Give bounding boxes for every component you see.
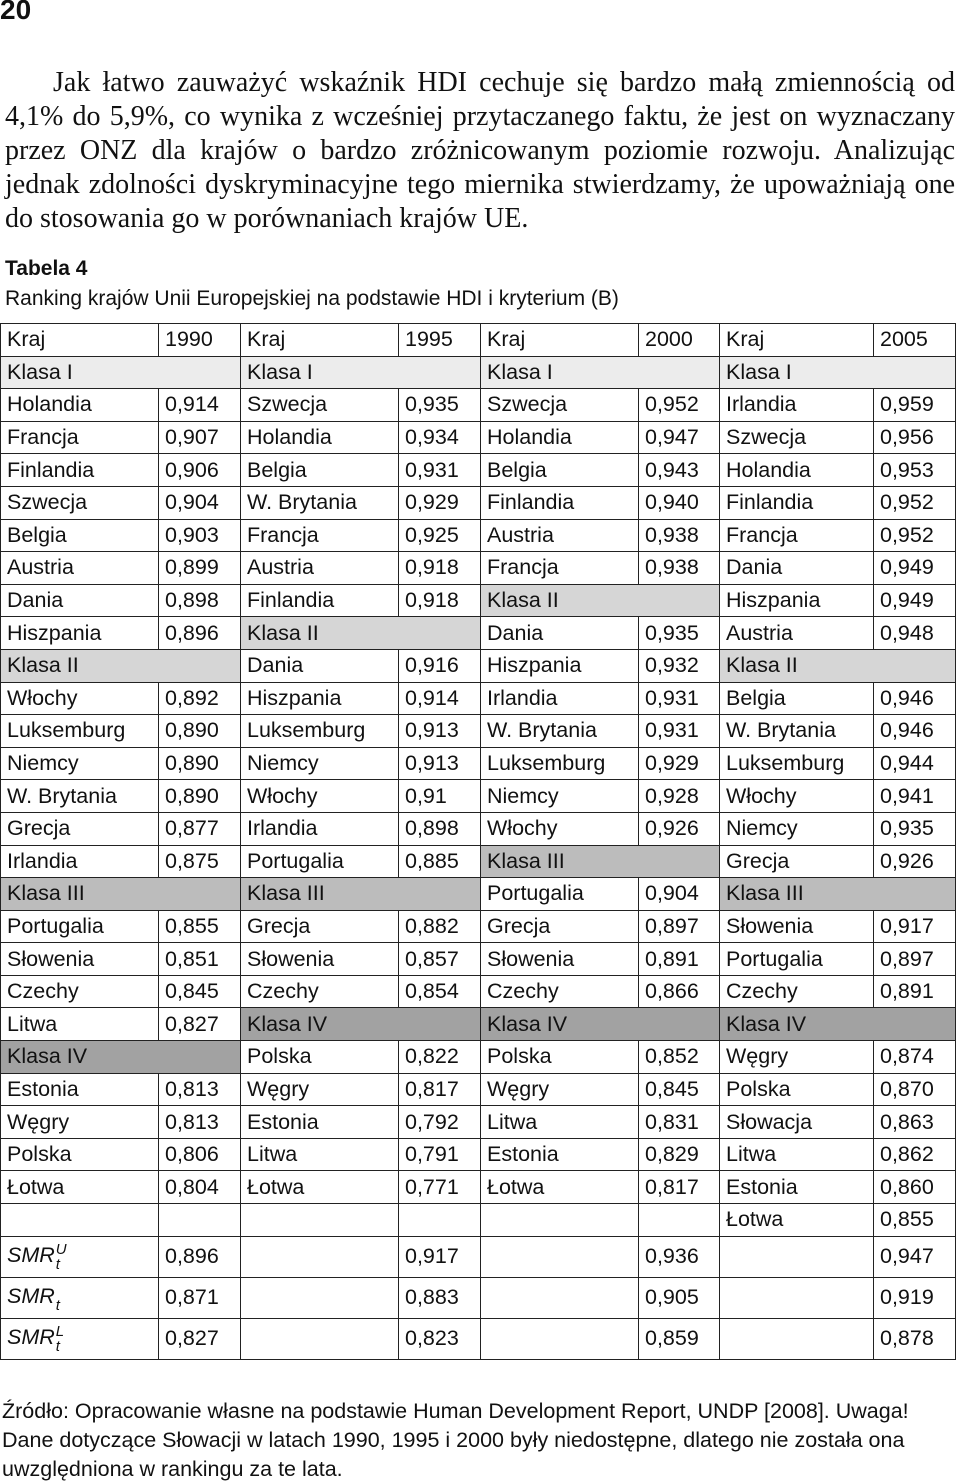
hdi-value-cell: 0,892 xyxy=(159,682,241,715)
country-cell xyxy=(481,1204,639,1237)
hdi-value-cell: 0,899 xyxy=(159,552,241,585)
hdi-value-cell: 0,935 xyxy=(399,389,481,422)
country-cell: Belgia xyxy=(720,682,874,715)
smr-superscript xyxy=(56,1283,60,1298)
smr-value-cell: 0,917 xyxy=(399,1236,481,1277)
hdi-value-cell: 0,870 xyxy=(874,1073,956,1106)
hdi-value-cell: 0,890 xyxy=(159,747,241,780)
hdi-value-cell: 0,806 xyxy=(159,1138,241,1171)
table-row xyxy=(1,682,956,715)
class-label-cell: Klasa IV xyxy=(720,1008,874,1041)
header-country-2000: Kraj xyxy=(481,324,639,357)
hdi-value-cell: 0,932 xyxy=(639,649,720,682)
class-label-cell: Klasa IV xyxy=(1,1041,159,1074)
table-row xyxy=(1,943,956,976)
country-cell: Francja xyxy=(481,552,639,585)
hdi-value-cell: 0,907 xyxy=(159,421,241,454)
hdi-value-cell: 0,898 xyxy=(399,812,481,845)
smr-superscript: U xyxy=(55,1240,67,1258)
hdi-value-cell: 0,862 xyxy=(874,1138,956,1171)
hdi-value-cell xyxy=(159,649,241,682)
country-cell: Irlandia xyxy=(241,812,399,845)
hdi-value-cell: 0,944 xyxy=(874,747,956,780)
hdi-value-cell: 0,946 xyxy=(874,715,956,748)
hdi-value-cell: 0,926 xyxy=(639,812,720,845)
hdi-value-cell xyxy=(159,878,241,911)
country-cell: Hiszpania xyxy=(1,617,159,650)
country-cell: Dania xyxy=(1,584,159,617)
hdi-value-cell xyxy=(639,1204,720,1237)
table-row xyxy=(1,780,956,813)
country-cell: Dania xyxy=(241,649,399,682)
hdi-value-cell: 0,845 xyxy=(639,1073,720,1106)
country-cell: W. Brytania xyxy=(241,486,399,519)
hdi-value-cell: 0,903 xyxy=(159,519,241,552)
smr-symbol xyxy=(7,1240,67,1273)
hdi-ranking-table xyxy=(0,323,956,1360)
smr-label-cell xyxy=(481,1236,639,1277)
hdi-value-cell xyxy=(874,649,956,682)
country-cell: Węgry xyxy=(241,1073,399,1106)
country-cell: W. Brytania xyxy=(720,715,874,748)
table-row xyxy=(1,421,956,454)
hdi-value-cell xyxy=(639,1008,720,1041)
country-cell: Szwecja xyxy=(720,421,874,454)
hdi-value-cell: 0,829 xyxy=(639,1138,720,1171)
smr-value-cell: 0,823 xyxy=(399,1318,481,1359)
hdi-value-cell: 0,938 xyxy=(639,519,720,552)
hdi-value-cell: 0,874 xyxy=(874,1041,956,1074)
class-label-cell: Klasa III xyxy=(1,878,159,911)
table-row xyxy=(1,878,956,911)
class-label-cell: Klasa I xyxy=(720,356,874,389)
country-cell: Łotwa xyxy=(1,1171,159,1204)
country-cell: Estonia xyxy=(1,1073,159,1106)
country-cell: Irlandia xyxy=(720,389,874,422)
country-cell: Niemcy xyxy=(720,812,874,845)
hdi-value-cell xyxy=(399,617,481,650)
table-row xyxy=(1,812,956,845)
country-cell: Niemcy xyxy=(1,747,159,780)
hdi-value-cell xyxy=(399,1008,481,1041)
hdi-value-cell: 0,831 xyxy=(639,1106,720,1139)
hdi-value-cell xyxy=(639,584,720,617)
table-row xyxy=(1,389,956,422)
hdi-value-cell: 0,813 xyxy=(159,1106,241,1139)
table-row xyxy=(1,845,956,878)
smr-subscript: t xyxy=(55,1255,60,1273)
smr-label-cell xyxy=(720,1318,874,1359)
table-row xyxy=(1,454,956,487)
table-row xyxy=(1,1008,956,1041)
country-cell: Irlandia xyxy=(1,845,159,878)
table-row xyxy=(1,1106,956,1139)
country-cell: Łotwa xyxy=(241,1171,399,1204)
smr-summary-rows xyxy=(1,1236,956,1359)
smr-subscript: t xyxy=(55,1337,60,1355)
table-header-row xyxy=(1,324,956,357)
table-row xyxy=(1,715,956,748)
smr-label-cell xyxy=(241,1318,399,1359)
table-row xyxy=(1,519,956,552)
table-row xyxy=(1,747,956,780)
class-label-cell: Klasa II xyxy=(241,617,399,650)
class-label-cell: Klasa III xyxy=(481,845,639,878)
header-country-2005: Kraj xyxy=(720,324,874,357)
table-row xyxy=(1,910,956,943)
table-row xyxy=(1,975,956,1008)
country-cell: Słowenia xyxy=(720,910,874,943)
country-cell: Portugalia xyxy=(481,878,639,911)
class-label-cell: Klasa III xyxy=(720,878,874,911)
smr-value-cell: 0,947 xyxy=(874,1236,956,1277)
hdi-value-cell: 0,906 xyxy=(159,454,241,487)
class-label-cell: Klasa I xyxy=(241,356,399,389)
country-cell: Litwa xyxy=(1,1008,159,1041)
hdi-value-cell: 0,918 xyxy=(399,552,481,585)
country-cell: Austria xyxy=(241,552,399,585)
hdi-value-cell: 0,943 xyxy=(639,454,720,487)
hdi-value-cell xyxy=(159,356,241,389)
hdi-value-cell: 0,791 xyxy=(399,1138,481,1171)
smr-label-cell xyxy=(481,1318,639,1359)
country-cell: Grecja xyxy=(720,845,874,878)
country-cell: Francja xyxy=(720,519,874,552)
hdi-value-cell: 0,928 xyxy=(639,780,720,813)
header-country-1995: Kraj xyxy=(241,324,399,357)
country-cell: Niemcy xyxy=(241,747,399,780)
source-note: Źródło: Opracowanie własne na podstawie Human Development Report, UNDP [2008]. Uwaga! Dane dotyczące Słowacji w latach 1990, 1995 i 2000 były niedostępne, dlatego nie została ona uwzględniona w rankingu za te lata. xyxy=(2,1399,909,1481)
country-cell: Szwecja xyxy=(241,389,399,422)
header-year-2005: 2005 xyxy=(874,324,956,357)
table-row xyxy=(1,1171,956,1204)
hdi-value-cell: 0,813 xyxy=(159,1073,241,1106)
smr-label-cell xyxy=(481,1277,639,1318)
smr-row xyxy=(1,1277,956,1318)
class-label-cell: Klasa II xyxy=(481,584,639,617)
class-label-cell: Klasa IV xyxy=(241,1008,399,1041)
hdi-value-cell: 0,956 xyxy=(874,421,956,454)
hdi-value-cell: 0,931 xyxy=(639,715,720,748)
country-cell: Hiszpania xyxy=(241,682,399,715)
country-cell: Belgia xyxy=(1,519,159,552)
hdi-value-cell: 0,914 xyxy=(159,389,241,422)
table-row xyxy=(1,1204,956,1237)
table-row xyxy=(1,356,956,389)
hdi-value-cell: 0,952 xyxy=(639,389,720,422)
table-body xyxy=(1,356,956,1236)
hdi-value-cell xyxy=(399,1204,481,1237)
country-cell: Luksemburg xyxy=(241,715,399,748)
hdi-value-cell: 0,947 xyxy=(639,421,720,454)
smr-label-cell xyxy=(720,1277,874,1318)
country-cell: Finlandia xyxy=(1,454,159,487)
smr-symbol-base: SMR xyxy=(7,1284,55,1309)
hdi-value-cell: 0,940 xyxy=(639,486,720,519)
hdi-value-cell xyxy=(639,356,720,389)
country-cell: Holandia xyxy=(1,389,159,422)
country-cell: Belgia xyxy=(241,454,399,487)
hdi-value-cell: 0,890 xyxy=(159,780,241,813)
country-cell: Holandia xyxy=(481,421,639,454)
header-year-1990: 1990 xyxy=(159,324,241,357)
smr-symbol xyxy=(7,1284,60,1314)
country-cell: Finlandia xyxy=(720,486,874,519)
table-row xyxy=(1,1138,956,1171)
country-cell: Litwa xyxy=(481,1106,639,1139)
country-cell: Polska xyxy=(1,1138,159,1171)
country-cell: Węgry xyxy=(1,1106,159,1139)
country-cell: Słowacja xyxy=(720,1106,874,1139)
hdi-value-cell: 0,863 xyxy=(874,1106,956,1139)
country-cell: W. Brytania xyxy=(1,780,159,813)
smr-value-cell: 0,827 xyxy=(159,1318,241,1359)
page-number: 20 xyxy=(0,0,32,25)
hdi-value-cell: 0,934 xyxy=(399,421,481,454)
smr-symbol xyxy=(7,1322,65,1355)
table-row xyxy=(1,486,956,519)
hdi-value-cell xyxy=(874,1008,956,1041)
hdi-value-cell: 0,851 xyxy=(159,943,241,976)
smr-subscript: t xyxy=(55,1296,60,1314)
hdi-value-cell: 0,896 xyxy=(159,617,241,650)
smr-label-cell xyxy=(1,1277,159,1318)
country-cell: Austria xyxy=(1,552,159,585)
table-label: Tabela 4 xyxy=(5,257,88,280)
header-year-2000: 2000 xyxy=(639,324,720,357)
country-cell: Węgry xyxy=(481,1073,639,1106)
country-cell xyxy=(241,1204,399,1237)
country-cell: Łotwa xyxy=(481,1171,639,1204)
country-cell: Luksemburg xyxy=(1,715,159,748)
hdi-value-cell: 0,917 xyxy=(874,910,956,943)
country-cell: W. Brytania xyxy=(481,715,639,748)
country-cell: Dania xyxy=(720,552,874,585)
smr-label-cell xyxy=(1,1236,159,1277)
country-cell: Słowenia xyxy=(241,943,399,976)
hdi-value-cell: 0,792 xyxy=(399,1106,481,1139)
smr-label-cell xyxy=(1,1318,159,1359)
country-cell: Francja xyxy=(241,519,399,552)
hdi-value-cell: 0,929 xyxy=(639,747,720,780)
smr-row xyxy=(1,1236,956,1277)
country-cell: Hiszpania xyxy=(481,649,639,682)
hdi-value-cell xyxy=(159,1041,241,1074)
hdi-value-cell xyxy=(874,356,956,389)
country-cell: Litwa xyxy=(720,1138,874,1171)
country-cell: Polska xyxy=(720,1073,874,1106)
country-cell: Portugalia xyxy=(720,943,874,976)
hdi-value-cell xyxy=(874,878,956,911)
country-cell: Polska xyxy=(481,1041,639,1074)
country-cell: Grecja xyxy=(481,910,639,943)
hdi-value-cell: 0,897 xyxy=(874,943,956,976)
country-cell: Niemcy xyxy=(481,780,639,813)
table-row xyxy=(1,1073,956,1106)
country-cell: Dania xyxy=(481,617,639,650)
hdi-value-cell: 0,904 xyxy=(639,878,720,911)
country-cell: Estonia xyxy=(481,1138,639,1171)
hdi-value-cell: 0,817 xyxy=(399,1073,481,1106)
header-country-1990: Kraj xyxy=(1,324,159,357)
hdi-value-cell: 0,855 xyxy=(874,1204,956,1237)
hdi-value-cell: 0,827 xyxy=(159,1008,241,1041)
smr-value-cell: 0,878 xyxy=(874,1318,956,1359)
hdi-value-cell xyxy=(639,845,720,878)
hdi-value-cell: 0,918 xyxy=(399,584,481,617)
country-cell: Estonia xyxy=(241,1106,399,1139)
country-cell: Austria xyxy=(481,519,639,552)
country-cell: Włochy xyxy=(241,780,399,813)
table-caption: Ranking krajów Unii Europejskiej na podstawie HDI i kryterium (B) xyxy=(5,287,619,310)
country-cell: Czechy xyxy=(481,975,639,1008)
hdi-value-cell: 0,914 xyxy=(399,682,481,715)
hdi-value-cell: 0,913 xyxy=(399,715,481,748)
smr-label-cell xyxy=(241,1277,399,1318)
hdi-value-cell: 0,953 xyxy=(874,454,956,487)
class-label-cell: Klasa I xyxy=(481,356,639,389)
hdi-value-cell xyxy=(399,878,481,911)
country-cell: Włochy xyxy=(481,812,639,845)
hdi-value-cell: 0,877 xyxy=(159,812,241,845)
hdi-value-cell xyxy=(159,1204,241,1237)
smr-label-cell xyxy=(720,1236,874,1277)
hdi-value-cell: 0,891 xyxy=(639,943,720,976)
country-cell: Hiszpania xyxy=(720,584,874,617)
smr-value-cell: 0,936 xyxy=(639,1236,720,1277)
smr-value-cell: 0,919 xyxy=(874,1277,956,1318)
hdi-value-cell: 0,882 xyxy=(399,910,481,943)
hdi-value-cell: 0,771 xyxy=(399,1171,481,1204)
class-label-cell: Klasa II xyxy=(1,649,159,682)
country-cell: Luksemburg xyxy=(481,747,639,780)
hdi-value-cell: 0,804 xyxy=(159,1171,241,1204)
class-label-cell: Klasa IV xyxy=(481,1008,639,1041)
body-paragraph: Jak łatwo zauważyć wskaźnik HDI cechuje się bardzo małą zmiennością od 4,1% do 5,9%, co wynika z wcześniej przytaczanego faktu, że jest on wyznaczany przez ONZ dla krajów o bardzo zróżnicowanym poziomie rozwoju. Analizując jednak zdolności dyskryminacyjne tego miernika stwierdzamy, że upoważniają one do stosowania go w porównaniach krajów UE. xyxy=(5,67,955,234)
hdi-value-cell: 0,935 xyxy=(874,812,956,845)
hdi-value-cell: 0,890 xyxy=(159,715,241,748)
hdi-value-cell: 0,855 xyxy=(159,910,241,943)
hdi-value-cell: 0,852 xyxy=(639,1041,720,1074)
hdi-value-cell: 0,949 xyxy=(874,584,956,617)
hdi-value-cell: 0,916 xyxy=(399,649,481,682)
hdi-value-cell: 0,931 xyxy=(639,682,720,715)
hdi-value-cell: 0,866 xyxy=(639,975,720,1008)
country-cell: Finlandia xyxy=(481,486,639,519)
smr-value-cell: 0,883 xyxy=(399,1277,481,1318)
country-cell: Belgia xyxy=(481,454,639,487)
hdi-value-cell: 0,931 xyxy=(399,454,481,487)
country-cell: Słowenia xyxy=(481,943,639,976)
smr-value-cell: 0,905 xyxy=(639,1277,720,1318)
class-label-cell: Klasa III xyxy=(241,878,399,911)
country-cell: Luksemburg xyxy=(720,747,874,780)
hdi-value-cell: 0,875 xyxy=(159,845,241,878)
hdi-value-cell: 0,929 xyxy=(399,486,481,519)
hdi-value-cell: 0,952 xyxy=(874,519,956,552)
hdi-value-cell: 0,885 xyxy=(399,845,481,878)
hdi-value-cell: 0,913 xyxy=(399,747,481,780)
smr-value-cell: 0,871 xyxy=(159,1277,241,1318)
header-year-1995: 1995 xyxy=(399,324,481,357)
hdi-value-cell: 0,857 xyxy=(399,943,481,976)
hdi-value-cell: 0,854 xyxy=(399,975,481,1008)
country-cell: Holandia xyxy=(241,421,399,454)
hdi-value-cell: 0,949 xyxy=(874,552,956,585)
country-cell: Łotwa xyxy=(720,1204,874,1237)
hdi-value-cell: 0,891 xyxy=(874,975,956,1008)
country-cell: Szwecja xyxy=(481,389,639,422)
table-row xyxy=(1,552,956,585)
country-cell: Polska xyxy=(241,1041,399,1074)
hdi-value-cell xyxy=(399,356,481,389)
smr-row xyxy=(1,1318,956,1359)
country-cell: Węgry xyxy=(720,1041,874,1074)
table-row xyxy=(1,1041,956,1074)
hdi-value-cell: 0,948 xyxy=(874,617,956,650)
smr-symbol-base: SMR xyxy=(7,1243,55,1268)
country-cell: Portugalia xyxy=(1,910,159,943)
class-label-cell: Klasa I xyxy=(1,356,159,389)
country-cell: Czechy xyxy=(1,975,159,1008)
hdi-value-cell: 0,959 xyxy=(874,389,956,422)
country-cell: Estonia xyxy=(720,1171,874,1204)
country-cell: Włochy xyxy=(1,682,159,715)
hdi-value-cell: 0,926 xyxy=(874,845,956,878)
country-cell: Grecja xyxy=(241,910,399,943)
smr-superscript: L xyxy=(55,1322,65,1340)
hdi-value-cell: 0,898 xyxy=(159,584,241,617)
smr-value-cell: 0,896 xyxy=(159,1236,241,1277)
table-row xyxy=(1,649,956,682)
hdi-value-cell: 0,904 xyxy=(159,486,241,519)
hdi-value-cell: 0,91 xyxy=(399,780,481,813)
country-cell: Szwecja xyxy=(1,486,159,519)
smr-symbol-base: SMR xyxy=(7,1325,55,1350)
country-cell: Czechy xyxy=(241,975,399,1008)
hdi-value-cell: 0,952 xyxy=(874,486,956,519)
country-cell: Irlandia xyxy=(481,682,639,715)
smr-value-cell: 0,859 xyxy=(639,1318,720,1359)
country-cell: Słowenia xyxy=(1,943,159,976)
hdi-value-cell: 0,935 xyxy=(639,617,720,650)
country-cell xyxy=(1,1204,159,1237)
country-cell: Czechy xyxy=(720,975,874,1008)
country-cell: Portugalia xyxy=(241,845,399,878)
hdi-value-cell: 0,897 xyxy=(639,910,720,943)
country-cell: Francja xyxy=(1,421,159,454)
country-cell: Finlandia xyxy=(241,584,399,617)
hdi-value-cell: 0,941 xyxy=(874,780,956,813)
hdi-value-cell: 0,822 xyxy=(399,1041,481,1074)
hdi-value-cell: 0,860 xyxy=(874,1171,956,1204)
hdi-value-cell: 0,946 xyxy=(874,682,956,715)
table-row xyxy=(1,584,956,617)
hdi-value-cell: 0,845 xyxy=(159,975,241,1008)
class-label-cell: Klasa II xyxy=(720,649,874,682)
hdi-value-cell: 0,938 xyxy=(639,552,720,585)
table-row xyxy=(1,617,956,650)
hdi-value-cell: 0,925 xyxy=(399,519,481,552)
country-cell: Litwa xyxy=(241,1138,399,1171)
smr-label-cell xyxy=(241,1236,399,1277)
hdi-value-cell: 0,817 xyxy=(639,1171,720,1204)
country-cell: Włochy xyxy=(720,780,874,813)
country-cell: Austria xyxy=(720,617,874,650)
country-cell: Grecja xyxy=(1,812,159,845)
country-cell: Holandia xyxy=(720,454,874,487)
